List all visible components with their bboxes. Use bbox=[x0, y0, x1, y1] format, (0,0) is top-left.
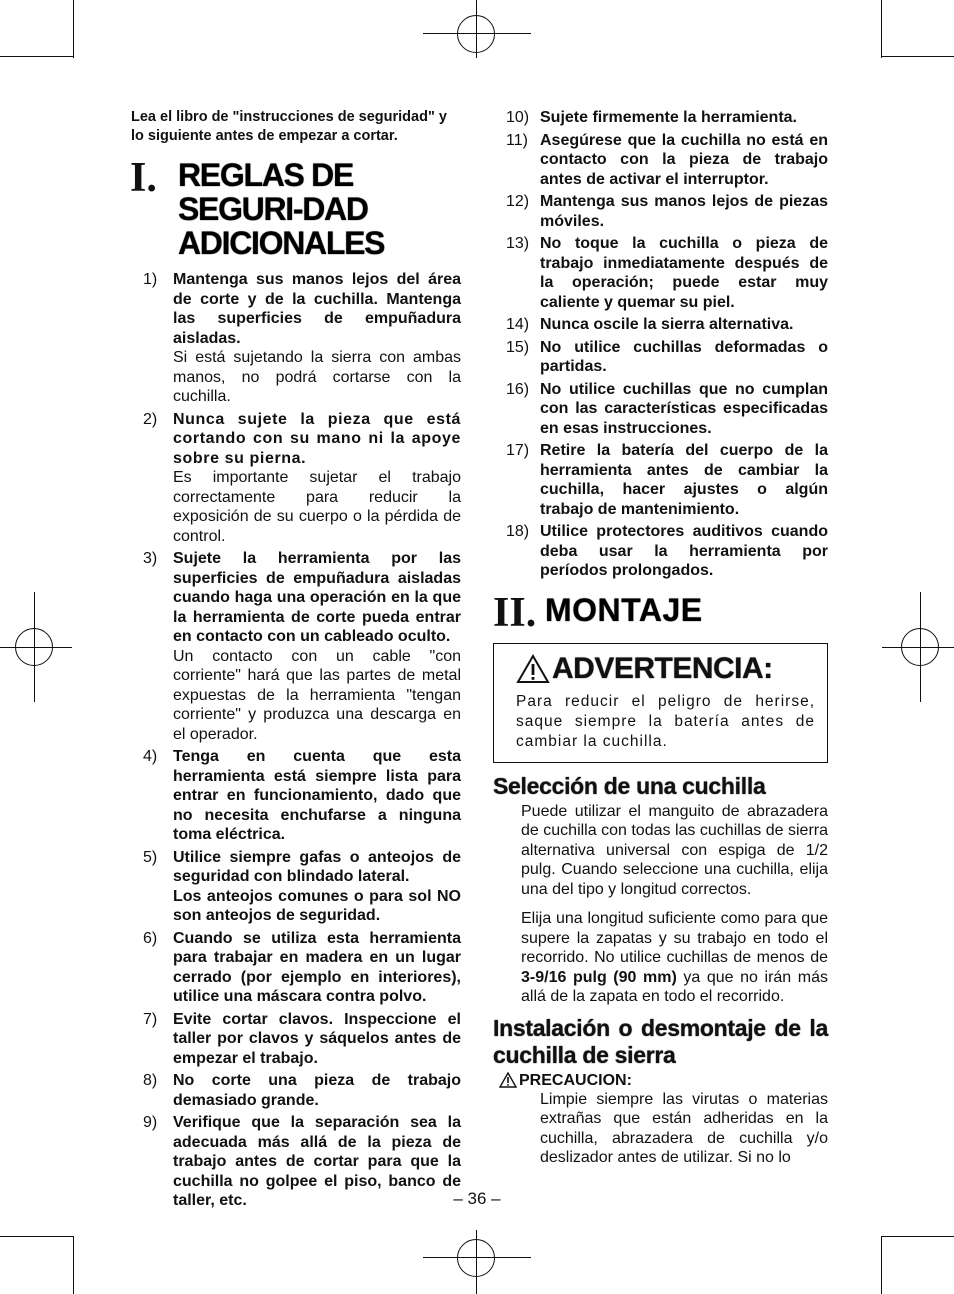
right-column bbox=[493, 108, 828, 1168]
caution-text: Limpie siempre las virutas o materias extrañas que están adheridas en la cuchilla, abrazadera de cuchilla y/o deslizador antes de utilizar. Si no lo bbox=[540, 1090, 828, 1166]
rule-item: 16) No utilice cuchillas que no cumplan con las características especificadas en esas instrucciones. bbox=[506, 380, 828, 437]
warning-title: ADVERTENCIA: bbox=[552, 651, 773, 685]
rule-item: 18) Utilice protectores auditivos cuando deba usar la herramienta por períodos prolongados. bbox=[506, 523, 828, 579]
rule-item: 10) Sujete firmemente la herramienta. bbox=[506, 109, 797, 126]
rule-item: 11) Asegúrese que la cuchilla no está en contacto con la pieza de trabajo antes de activar el interruptor. bbox=[506, 131, 828, 188]
rule-item: 13) No toque la cuchilla o pieza de trabajo inmediatamente después de la operación; puede estar muy caliente y quemar su piel. bbox=[506, 235, 828, 311]
section-2-heading: MONTAJE bbox=[545, 591, 703, 628]
rule-item: 8) No corte una pieza de trabajo demasiado grande. bbox=[143, 1072, 461, 1109]
selection-paragraph-1: Puede utilizar el manguito de abrazadera de cuchilla con todas las cuchillas de sierra alternativa universal con espiga de 1/2 pulg. Cuando seleccione una cuchilla, elija una del tipo y longitud correctos. bbox=[521, 802, 828, 898]
rule-item: 17) Retire la batería del cuerpo de la herramienta antes de cambiar la cuchilla, hacer ajustes o algún trabajo de mantenimiento. bbox=[506, 442, 828, 518]
selection-paragraph-2: Elija una longitud suficiente como para que supere la zapatas y su trabajo en todo el recorrido. No utilice cuchillas de menos de 3-9/16 pulg (90 mm) ya que no irán más allá de la zapata en todo el recorrido. bbox=[521, 910, 829, 1005]
rules-list-left bbox=[130, 270, 461, 1211]
section-1-title bbox=[130, 155, 461, 261]
rule-item: 3) Sujete la herramienta por las superficies de empuñadura aisladas cuando haga una operación en la que la herramienta de corte pueda entrar en contacto con un cableado oculto. Un contacto con un cable "con corriente" hará que las partes de metal expuestas de la herramienta "tengan corriente" y produzca una descarga en el operador. bbox=[143, 550, 461, 743]
warning-text: Para reducir el peligro de herirse, saque siempre la batería antes de cambiar la cuchilla. bbox=[516, 692, 815, 750]
caution-header bbox=[499, 1071, 828, 1090]
caution-label: PRECAUCION: bbox=[519, 1071, 632, 1089]
caution-triangle-icon bbox=[499, 1072, 517, 1088]
rule-item: 12) Mantenga sus manos lejos de piezas móviles. bbox=[506, 193, 828, 230]
left-column bbox=[130, 108, 461, 1214]
rule-item: 5) Utilice siempre gafas o anteojos de seguridad con blindado lateral. Los anteojos comunes o para sol NO son anteojos de seguridad. bbox=[143, 848, 461, 924]
section-2-title bbox=[493, 589, 828, 636]
rule-item: 1) Mantenga sus manos lejos del área de corte y de la cuchilla. Mantenga las superficies de empuñadura aisladas. Si está sujetando la sierra con ambas manos, no podrá cortarse con la cuchilla. bbox=[143, 271, 461, 405]
installation-heading: Instalación o desmontaje de la cuchilla de sierra bbox=[493, 1014, 828, 1068]
rule-item: 9) Verifique que la separación sea la adecuada más allá de la pieza de trabajo antes de cortar para que la cuchilla no golpee el piso, banco de taller, etc. bbox=[143, 1114, 461, 1209]
rules-list-right bbox=[493, 108, 828, 581]
rule-item: 4) Tenga en cuenta que esta herramienta está siempre lista para entrar en funcionamiento, dado que no necesita enchufarse a ninguna toma eléctrica. bbox=[143, 748, 461, 843]
warning-box bbox=[493, 643, 828, 763]
warning-triangle-icon bbox=[516, 654, 550, 684]
warning-header bbox=[516, 652, 815, 686]
rule-item: 14) Nunca oscile la sierra alternativa. bbox=[506, 316, 794, 333]
section-2-numeral: II. bbox=[493, 589, 537, 636]
section-1-heading: REGLAS DE SEGURI-DAD ADICIONALES bbox=[178, 157, 385, 261]
selection-heading: Selección de una cuchilla bbox=[493, 772, 766, 799]
page-number: – 36 – bbox=[453, 1189, 501, 1208]
section-1-numeral: I. bbox=[130, 155, 157, 201]
rule-item: 6) Cuando se utiliza esta herramienta para trabajar en madera en un lugar cerrado (por ejemplo en interiores), utilice una máscara contra polvo. bbox=[143, 929, 461, 1005]
rule-item: 2) Nunca sujete la pieza que está cortando con su mano ni la apoye sobre su pierna. Es importante sujetar el trabajo correctamente para reducir la exposición de su cuerpo o la pérdida de control. bbox=[143, 410, 461, 545]
rule-item: 7) Evite cortar clavos. Inspeccione el taller por clavos y sáquelos antes de empezar el trabajo. bbox=[143, 1010, 461, 1067]
intro-text: Lea el libro de "instrucciones de seguridad" y lo siguiente antes de empezar a cortar. bbox=[131, 109, 447, 144]
rule-item: 15) No utilice cuchillas deformadas o partidas. bbox=[506, 338, 828, 375]
